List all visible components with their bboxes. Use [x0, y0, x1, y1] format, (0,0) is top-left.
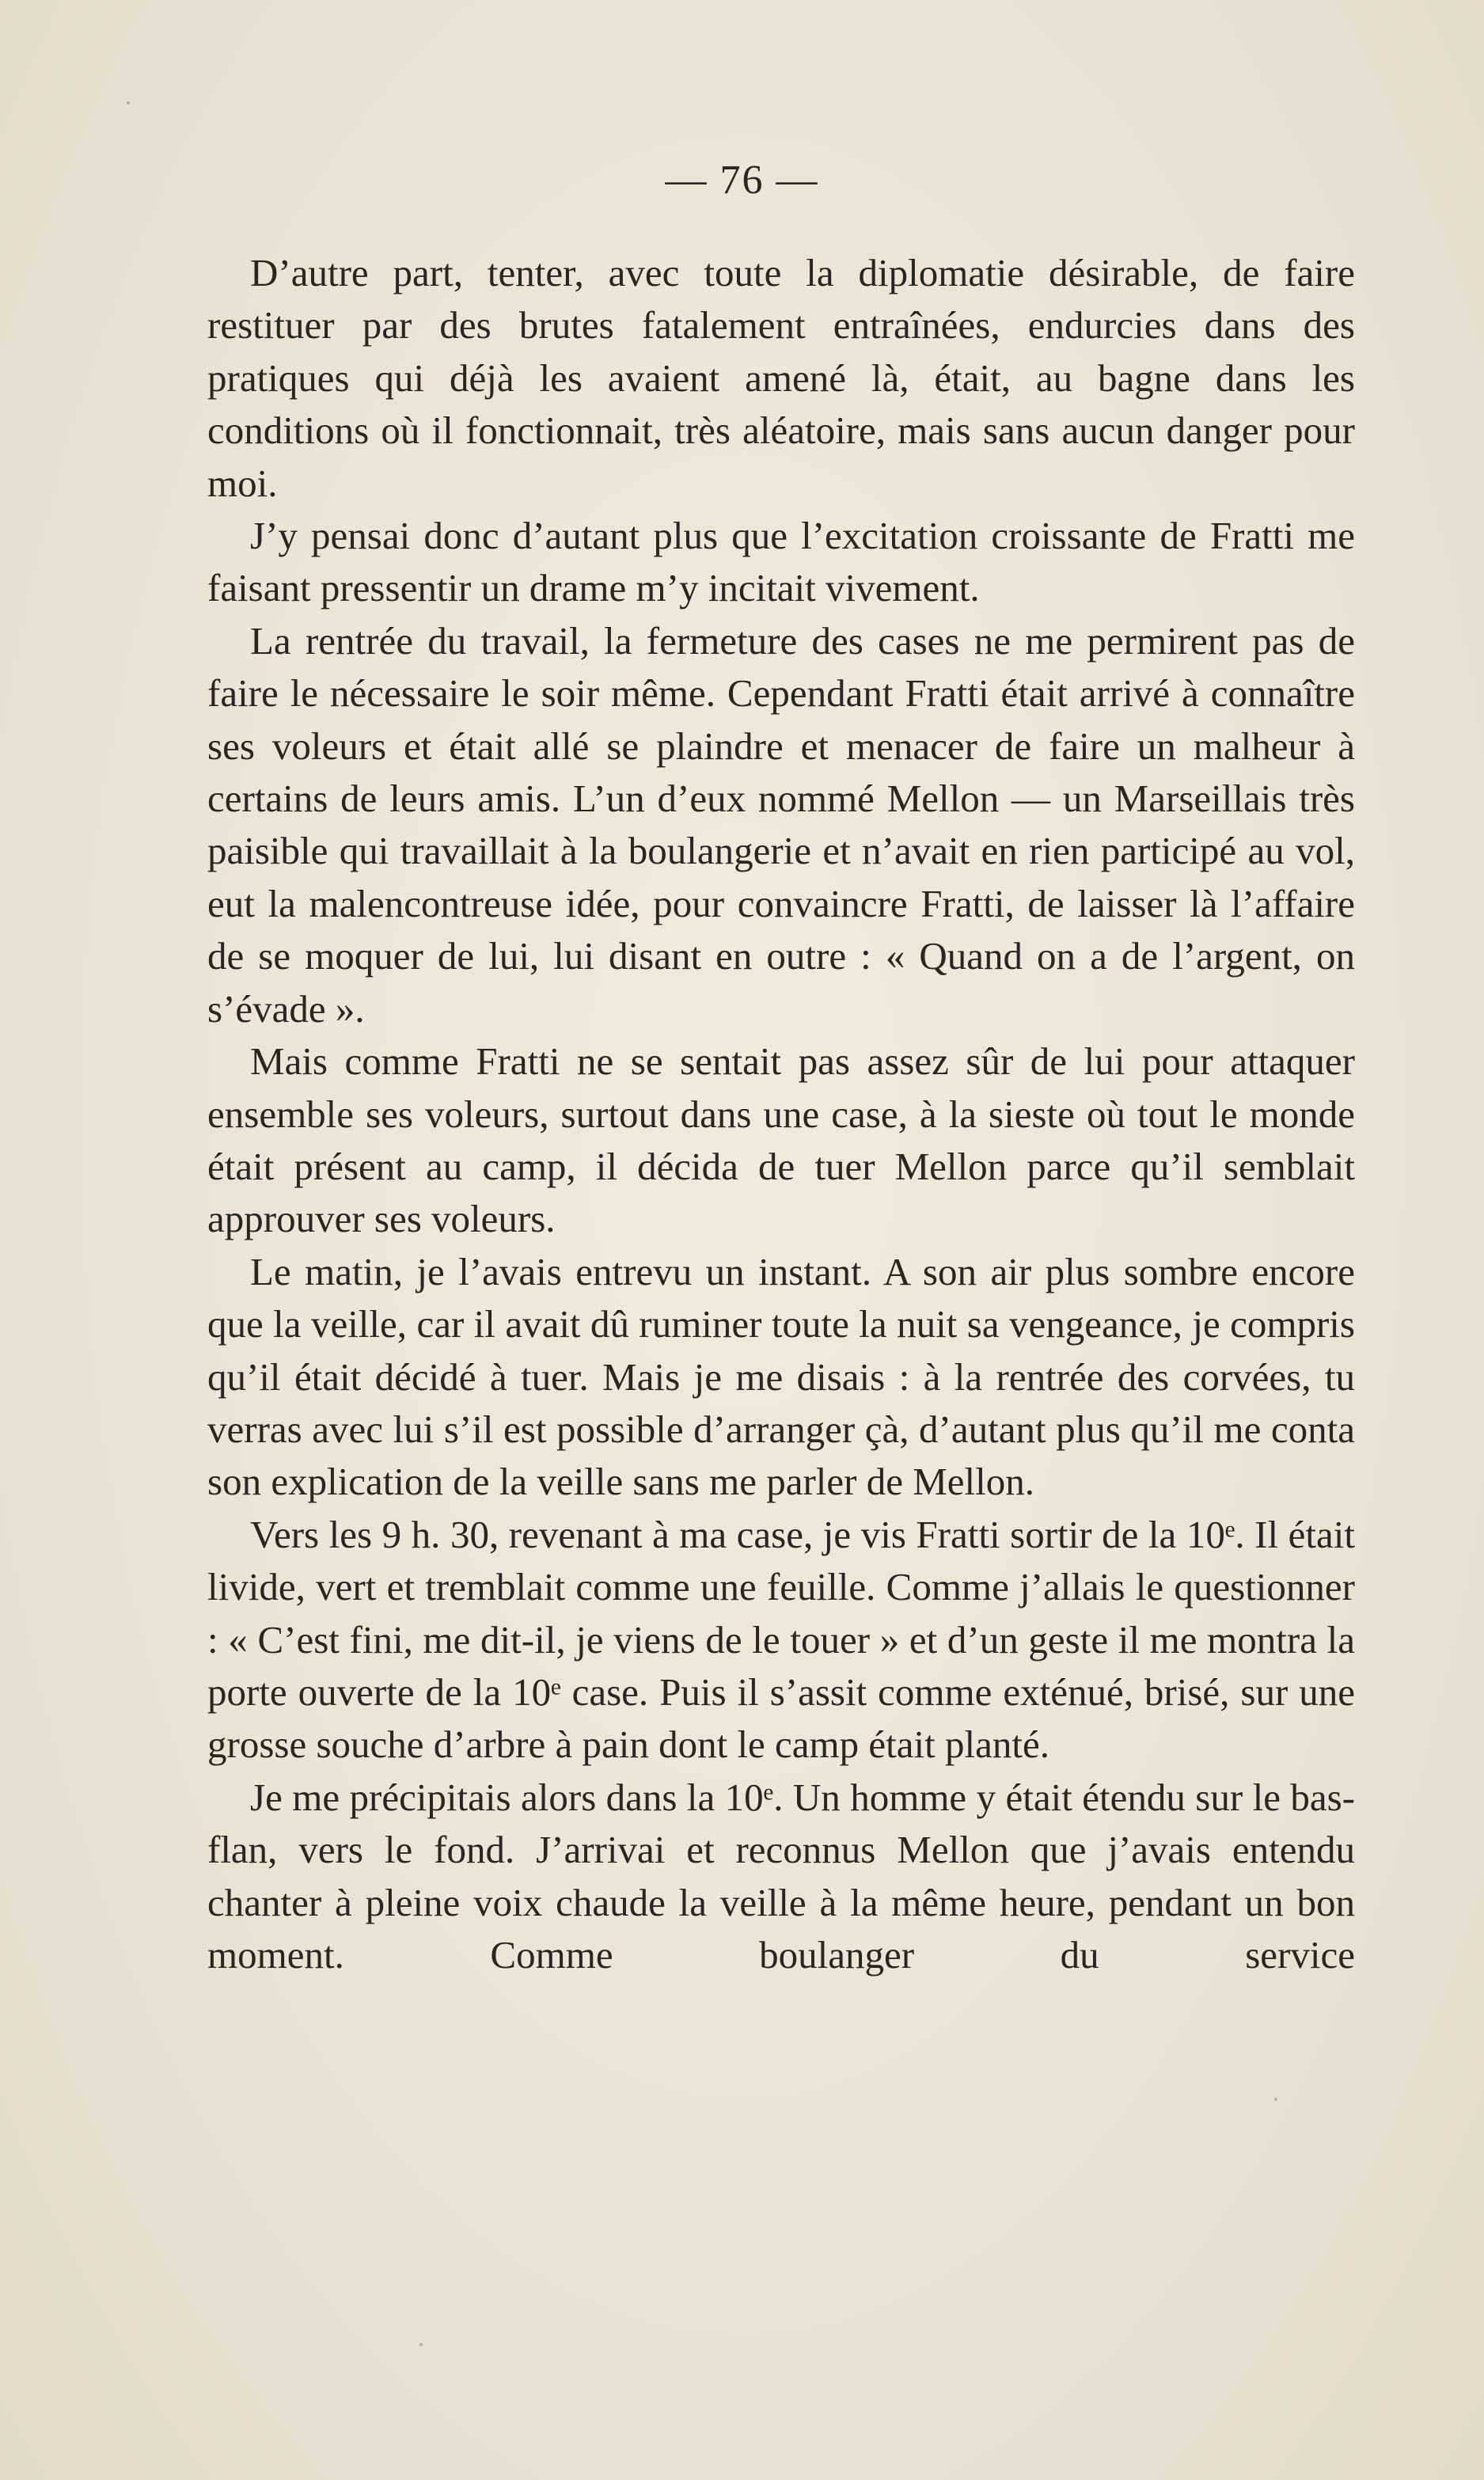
paragraph-6: Vers les 9 h. 30, revenant à ma case, je vis Fratti sortir de la 10ᵉ. Il était livide, vert et tremblait comme une feuille. Comme j’allais le questionner : « C’est fini, me dit-il, je viens de le touer » et d’un geste il me montra la porte ouverte de la 10ᵉ case. Puis il s’assit comme exténué, brisé, sur une grosse souche d’arbre à pain dont le camp était planté.: [207, 1512, 1355, 1767]
paragraph-3: La rentrée du travail, la fermeture des cases ne me permirent pas de faire le nécessaire le soir même. Cependant Fratti était arrivé à connaître ses voleurs et était allé se plaindre et menacer de faire un malheur à certains de leurs amis. L’un d’eux nommé Mellon — un Marseillais très paisible qui travaillait à la boulangerie et n’avait en rien participé au vol, eut la malencontreuse idée, pour convaincre Fratti, de laisser là l’affaire de se moquer de lui, lui disant en outre : « Quand on a de l’argent, on s’évade ».: [207, 618, 1355, 1031]
paragraph-2: J’y pensai donc d’autant plus que l’excitation croissante de Fratti me faisant pressentir un drame m’y incitait vivement.: [207, 514, 1355, 610]
paragraph-7: Je me précipitais alors dans la 10ᵉ. Un homme y était étendu sur le bas-flan, vers le fond. J’arrivai et reconnus Mellon que j’avais entendu chanter à pleine voix chaude la veille à la même heure, pendant un bon moment. Comme boulanger du service: [207, 1775, 1355, 1977]
page-number: — 76 —: [665, 158, 819, 203]
paper-speck: [419, 2343, 423, 2346]
paragraph-5: Le matin, je l’avais entrevu un instant. A son air plus sombre encore que la veille, car il avait dû ruminer toute la nuit sa vengeance, je compris qu’il était décidé à tuer. Mais je me disais : à la rentrée des corvées, tu verras avec lui s’il est possible d’arranger çà, d’autant plus qu’il me conta son explication de la veille sans me parler de Mellon.: [207, 1249, 1355, 1504]
paper-speck: [127, 101, 130, 104]
paragraph-1: D’autre part, tenter, avec toute la diplomatie désirable, de faire restituer par des brutes fatalement entraînées, endurcies dans des pratiques qui déjà les avaient amené là, était, au bagne dans les conditions où il fonctionnait, très aléatoire, mais sans aucun danger pour moi.: [207, 251, 1355, 505]
paragraph-4: Mais comme Fratti ne se sentait pas assez sûr de lui pour attaquer ensemble ses voleurs, surtout dans une case, à la sieste où tout le monde était présent au camp, il décida de tuer Mellon parce qu’il semblait approuver ses voleurs.: [207, 1039, 1355, 1241]
body-text: [207, 247, 1355, 1981]
paper-speck: [1274, 2098, 1277, 2101]
